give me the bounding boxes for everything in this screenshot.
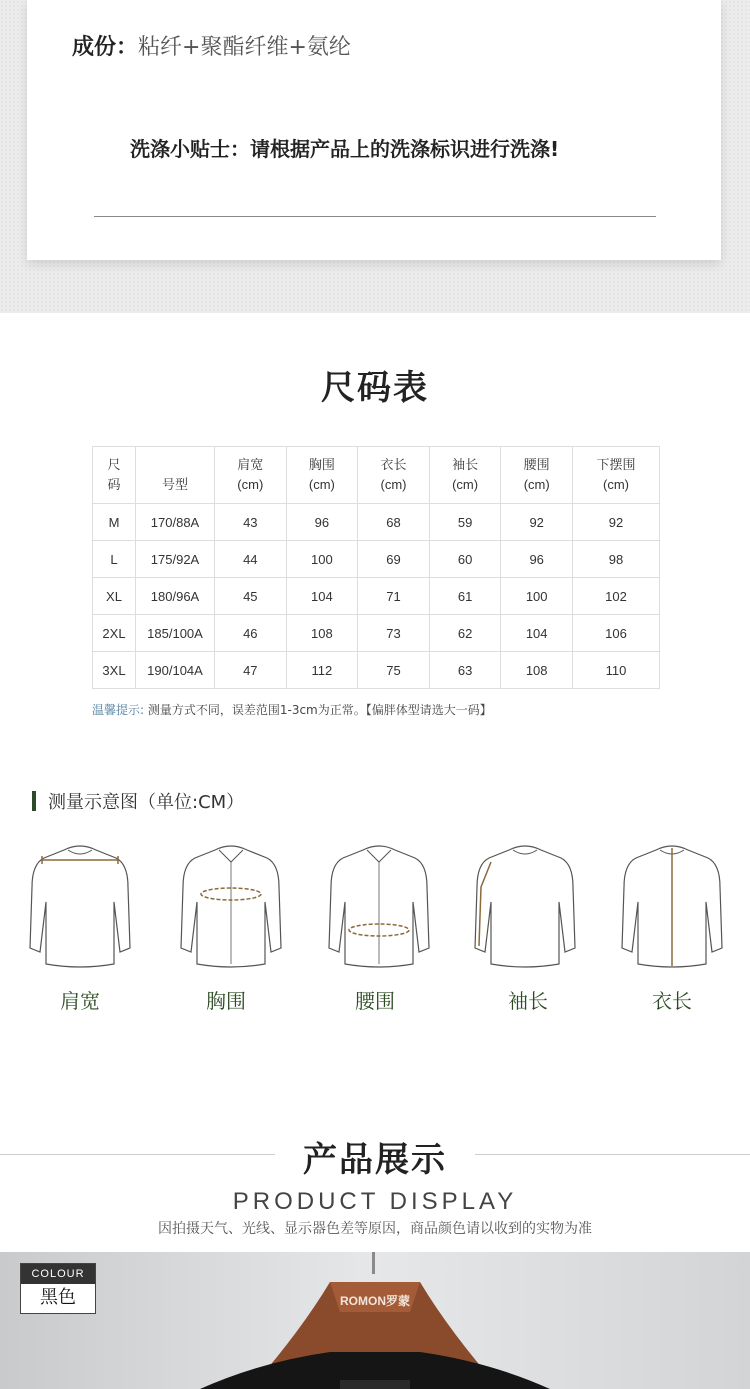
measure-label-chest: 胸围 bbox=[206, 989, 246, 1013]
table-cell: 104 bbox=[286, 578, 358, 615]
divider bbox=[94, 216, 656, 217]
shirt-chest-icon bbox=[175, 842, 287, 972]
wash-tip: 洗涤小贴士：请根据产品上的洗涤标识进行洗涤! bbox=[130, 137, 560, 161]
tip-label: 温馨提示: bbox=[92, 703, 145, 717]
title-accent-bar bbox=[32, 791, 36, 811]
table-cell: 180/96A bbox=[136, 578, 215, 615]
table-cell: 100 bbox=[286, 541, 358, 578]
table-cell: 75 bbox=[358, 652, 430, 689]
table-cell: 63 bbox=[429, 652, 501, 689]
colour-badge bbox=[20, 1263, 96, 1314]
colour-label: COLOUR bbox=[21, 1264, 95, 1284]
material-info bbox=[72, 30, 351, 61]
table-cell: L bbox=[93, 541, 136, 578]
table-cell: 69 bbox=[358, 541, 430, 578]
tip-text: 测量方式不同，误差范围1-3cm为正常。【偏胖体型请选大一码】 bbox=[144, 703, 492, 717]
table-cell: 92 bbox=[501, 504, 573, 541]
header-cell: 衣长 (cm) bbox=[358, 447, 430, 504]
size-table bbox=[92, 446, 660, 689]
table-cell: 110 bbox=[573, 652, 660, 689]
header-cell: 肩宽 (cm) bbox=[215, 447, 287, 504]
display-note: 因拍摄天气、光线、显示器色差等原因，商品颜色请以收到的实物为准 bbox=[158, 1221, 592, 1237]
header-cell: 胸围 (cm) bbox=[286, 447, 358, 504]
measure-title: 测量示意图（单位:CM） bbox=[32, 788, 244, 814]
table-row bbox=[93, 615, 660, 652]
measure-label-sleeve: 袖长 bbox=[508, 989, 548, 1013]
table-cell: 44 bbox=[215, 541, 287, 578]
table-cell: 61 bbox=[429, 578, 501, 615]
table-row bbox=[93, 504, 660, 541]
table-row bbox=[93, 652, 660, 689]
header-cell: 号型 bbox=[136, 447, 215, 504]
header-cell: 尺 码 bbox=[93, 447, 136, 504]
shirt-length-icon bbox=[616, 842, 728, 972]
shirt-sleeve-icon bbox=[469, 842, 581, 972]
table-cell: 108 bbox=[286, 615, 358, 652]
table-cell: 47 bbox=[215, 652, 287, 689]
table-cell: 60 bbox=[429, 541, 501, 578]
table-cell: 59 bbox=[429, 504, 501, 541]
table-cell: 2XL bbox=[93, 615, 136, 652]
header-cell: 下摆围 (cm) bbox=[573, 447, 660, 504]
table-cell: 62 bbox=[429, 615, 501, 652]
table-cell: 46 bbox=[215, 615, 287, 652]
measure-label-shoulder: 肩宽 bbox=[60, 989, 100, 1013]
table-header-row bbox=[93, 447, 660, 504]
table-cell: 3XL bbox=[93, 652, 136, 689]
display-title: 产品展示 bbox=[303, 1140, 447, 1180]
table-cell: 43 bbox=[215, 504, 287, 541]
table-row bbox=[93, 578, 660, 615]
table-cell: 102 bbox=[573, 578, 660, 615]
table-cell: 185/100A bbox=[136, 615, 215, 652]
header-cell: 袖长 (cm) bbox=[429, 447, 501, 504]
table-cell: 96 bbox=[501, 541, 573, 578]
table-cell: 96 bbox=[286, 504, 358, 541]
size-tip bbox=[92, 701, 492, 718]
hanger-photo bbox=[0, 1252, 750, 1389]
table-cell: 98 bbox=[573, 541, 660, 578]
table-cell: XL bbox=[93, 578, 136, 615]
size-chart-title: 尺码表 bbox=[321, 368, 429, 408]
table-cell: 190/104A bbox=[136, 652, 215, 689]
table-cell: 71 bbox=[358, 578, 430, 615]
table-cell: 73 bbox=[358, 615, 430, 652]
measure-label-waist: 腰围 bbox=[355, 989, 395, 1013]
table-row bbox=[93, 541, 660, 578]
table-cell: 92 bbox=[573, 504, 660, 541]
table-cell: 106 bbox=[573, 615, 660, 652]
shirt-shoulder-icon bbox=[24, 842, 136, 972]
table-cell: 112 bbox=[286, 652, 358, 689]
product-photo bbox=[0, 1252, 750, 1389]
hanger-brand: ROMON罗蒙 bbox=[340, 1294, 410, 1308]
table-cell: 68 bbox=[358, 504, 430, 541]
material-value: 粘纤+聚酯纤维+氨纶 bbox=[138, 35, 351, 60]
table-cell: M bbox=[93, 504, 136, 541]
display-subtitle: PRODUCT DISPLAY bbox=[232, 1188, 518, 1215]
table-cell: 100 bbox=[501, 578, 573, 615]
shirt-waist-icon bbox=[323, 842, 435, 972]
header-cell: 腰围 (cm) bbox=[501, 447, 573, 504]
measure-label-length: 衣长 bbox=[652, 989, 692, 1013]
table-cell: 108 bbox=[501, 652, 573, 689]
material-label: 成份： bbox=[72, 35, 139, 60]
table-cell: 170/88A bbox=[136, 504, 215, 541]
table-cell: 175/92A bbox=[136, 541, 215, 578]
colour-value: 黑色 bbox=[40, 1287, 76, 1308]
table-cell: 45 bbox=[215, 578, 287, 615]
table-cell: 104 bbox=[501, 615, 573, 652]
